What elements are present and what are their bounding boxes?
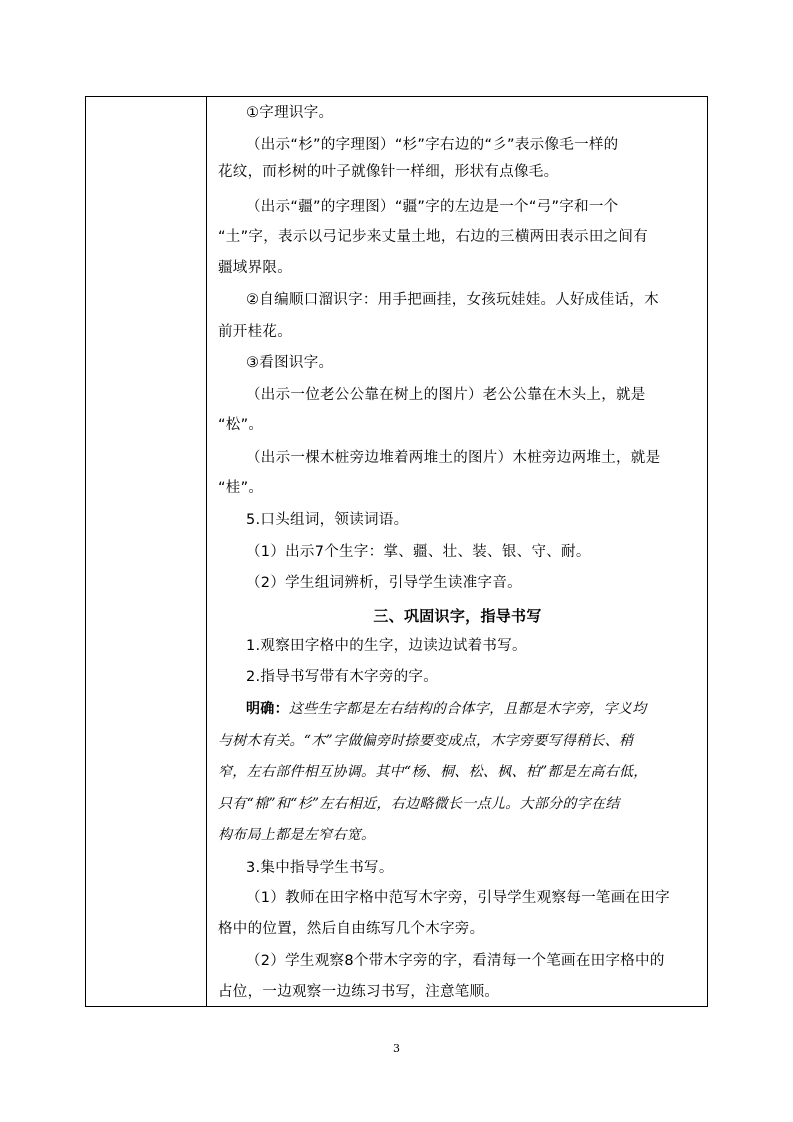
- text-line: （出示“疆”的字理图）“疆”字的左边是一个“弓”字和一个: [246, 199, 619, 215]
- clarification-label: 明确：: [246, 701, 289, 717]
- text-line: 5.口头组词，领读词语。: [246, 512, 409, 528]
- text-line: 占位，一边观察一边练习书写，注意笔顺。: [218, 984, 500, 1000]
- table-left-cell: [86, 97, 207, 1006]
- text-line: 格中的位置，然后自由练写几个木字旁。: [218, 921, 485, 937]
- text-line: 疆域界限。: [218, 260, 292, 276]
- text-line: ③看图识字。: [246, 355, 334, 371]
- clarification-text: 这些生字都是左右结构的合体字，且都是木字旁，字义均: [288, 701, 647, 717]
- text-line: ①字理识字。: [246, 105, 334, 121]
- text-line: ②自编顺口溜识字：用手把画挂，女孩玩娃娃。人好成佳话，木: [246, 292, 659, 308]
- text-line: （2）学生组词辨析，引导学生读准字音。: [246, 575, 522, 591]
- text-line: “桂”。: [218, 480, 264, 496]
- table-content-cell: [208, 97, 707, 1006]
- text-line: 前开桂花。: [218, 324, 292, 340]
- text-line: 1.观察田字格中的生字，边读边试着书写。: [246, 638, 527, 654]
- text-line: （出示一位老公公靠在树上的图片）老公公靠在木头上，就是: [246, 387, 646, 403]
- clarification-line: [208, 698, 707, 720]
- clarification-line: 只有“棉”和“杉”左右相近，右边略微长一点儿。大部分的字在结: [218, 796, 620, 812]
- clarification-line: 构布局上都是左窄右宽。: [218, 827, 376, 843]
- clarification-line: 窄，左右部件相互协调。其中“杨、桐、松、枫、柏”都是左高右低，: [218, 764, 648, 780]
- text-line: 花纹，而杉树的叶子就像针一样细，形状有点像毛。: [218, 164, 559, 180]
- clarification-line: 与树木有关。“木”字做偏旁时捺要变成点，木字旁要写得稍长、稍: [218, 733, 634, 749]
- page-number: 3: [393, 1042, 400, 1055]
- text-line: 3.集中指导学生书写。: [246, 860, 394, 876]
- text-line: （2）学生观察8个带木字旁的字，看清每一个笔画在田字格中的: [246, 953, 665, 969]
- text-line: “土”字，表示以弓记步来丈量土地，右边的三横两田表示田之间有: [218, 229, 649, 245]
- text-line: “松”。: [218, 417, 264, 433]
- text-line: 2.指导书写带有木字旁的字。: [246, 669, 439, 685]
- text-line: （出示“杉”的字理图）“杉”字右边的“彡”表示像毛一样的: [246, 137, 619, 153]
- lesson-table: [85, 96, 708, 1007]
- text-line: （1）出示7个生字：掌、疆、壮、装、银、守、耐。: [246, 544, 591, 560]
- text-line: （出示一棵木桩旁边堆着两堆土的图片）木桩旁边两堆土，就是: [246, 450, 661, 466]
- section-heading: 三、巩固识字，指导书写: [373, 607, 542, 625]
- text-line: （1）教师在田字格中范写木字旁，引导学生观察每一笔画在田字: [246, 890, 670, 906]
